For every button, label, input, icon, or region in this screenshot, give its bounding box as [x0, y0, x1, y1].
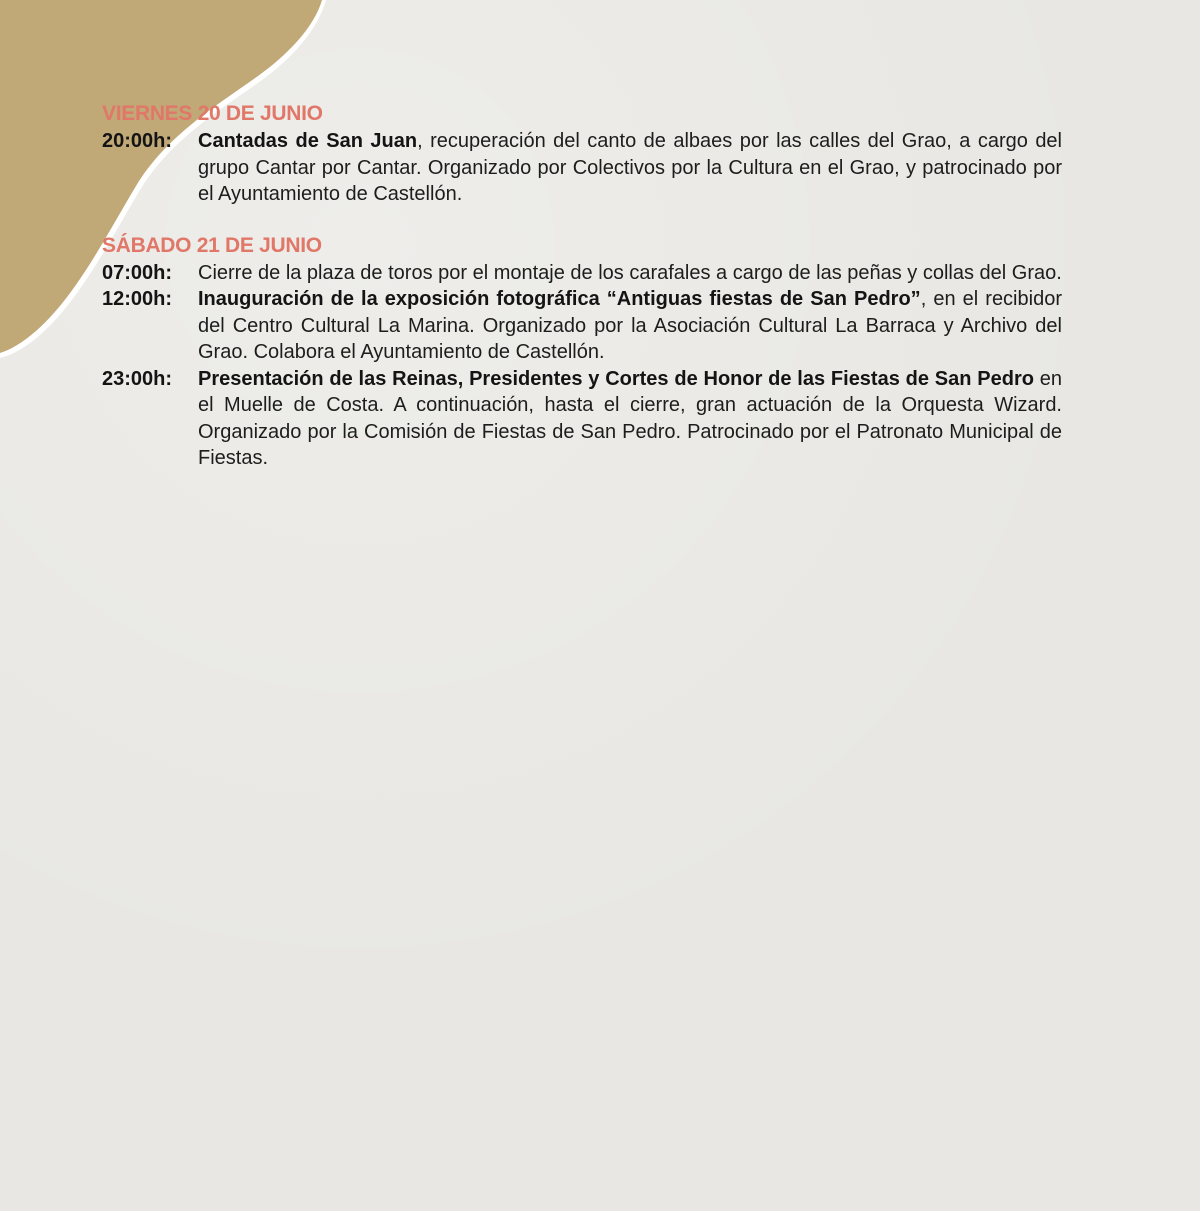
schedule — [102, 100, 1062, 472]
event-item — [102, 286, 1062, 366]
event-time: 07:00h: — [102, 261, 173, 284]
day-heading: SÁBADO 21 DE JUNIO — [102, 233, 322, 257]
event-item — [102, 366, 1062, 472]
event-title: Cantadas de San Juan — [198, 130, 418, 152]
event-details: Cierre de la plaza de toros por el montaje de los carafales a cargo de las peñas y collas del Grao. — [198, 261, 1062, 284]
event-details: en el Muelle de Costa. A continuación, hasta el cierre, gran actuación de la Orquesta Wizard. Organizado por la Comisión de Fiestas de San Pedro. Patrocinado por el Patronato Municipal de Fiestas. — [198, 367, 1062, 469]
event-title: Presentación de las Reinas, Presidentes y Cortes de Honor de las Fiestas de San Pedro — [198, 367, 1034, 390]
event-details: , recuperación del canto de albaes por las calles del Grao, a cargo del grupo Cantar por Cantar. Organizado por Colectivos por la Cultura en el Grao, y patrocinado por el Ayuntamiento de Castellón. — [198, 130, 1063, 205]
day-section-friday — [102, 100, 1062, 208]
event-time: 12:00h: — [102, 288, 173, 310]
day-heading: VIERNES 20 DE JUNIO — [102, 102, 323, 125]
event-description — [198, 286, 1062, 366]
event-description — [198, 128, 1062, 208]
event-description — [198, 260, 1062, 287]
event-time: 23:00h: — [102, 367, 173, 390]
event-description — [198, 366, 1062, 472]
day-section-saturday — [102, 232, 1062, 472]
event-details: , en el recibidor del Centro Cultural La Marina. Organizado por la Asociación Cultural La Barraca y Archivo del Grao. Colabora el Ayuntamiento de Castellón. — [198, 288, 1062, 363]
event-time: 20:00h: — [102, 130, 173, 152]
event-item — [102, 128, 1062, 208]
event-title: Inauguración de la exposición fotográfica “Antiguas fiestas de San Pedro” — [198, 288, 921, 310]
event-item — [102, 260, 1062, 287]
